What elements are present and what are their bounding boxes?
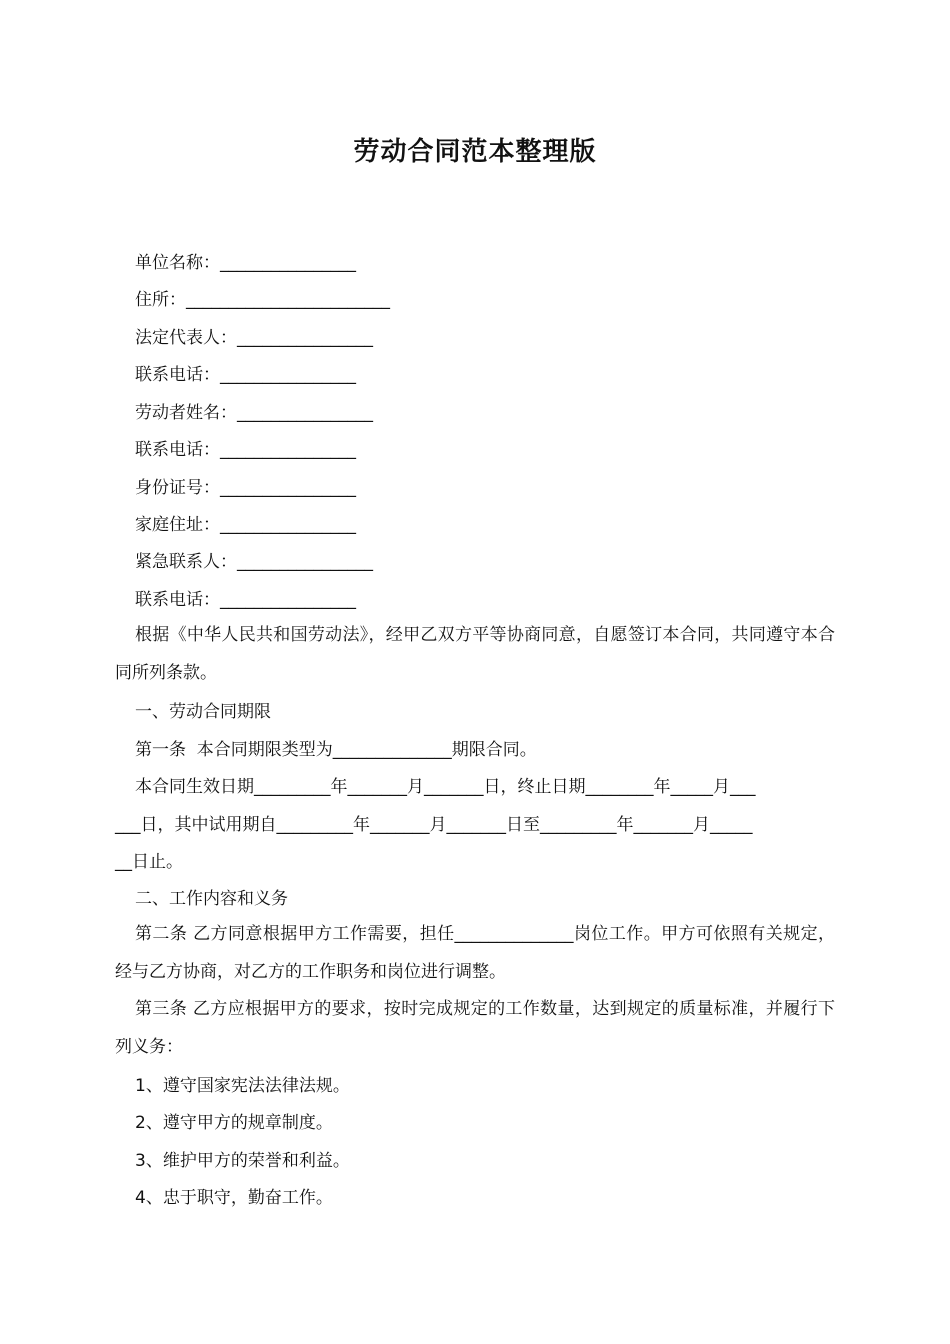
field-worker-name: 劳动者姓名：________________ bbox=[135, 403, 373, 423]
field-employer-phone: 联系电话：________________ bbox=[135, 365, 356, 385]
duty-item: 2、遵守甲方的规章制度。 bbox=[135, 1113, 333, 1133]
term-line-1: 本合同生效日期_________年_______月_______日，终止日期________年_____月___ bbox=[135, 777, 756, 797]
term-line-2: ___日，其中试用期自_________年_______月_______日至_________年_______月_____ bbox=[115, 815, 753, 835]
duty-item: 3、维护甲方的荣誉和利益。 bbox=[135, 1151, 350, 1171]
article-3: 第三条 乙方应根据甲方的要求，按时完成规定的工作数量，达到规定的质量标准，并履行下列义务： bbox=[115, 999, 835, 1057]
duty-item: 4、忠于职守，勤奋工作。 bbox=[135, 1188, 333, 1208]
field-emergency-contact: 紧急联系人：________________ bbox=[135, 552, 373, 572]
section-1-heading: 一、劳动合同期限 bbox=[135, 702, 271, 722]
intro-paragraph: 根据《中华人民共和国劳动法》，经甲乙双方平等协商同意，自愿签订本合同，共同遵守本合同所列条款。 bbox=[115, 625, 835, 683]
duty-item: 1、遵守国家宪法法律法规。 bbox=[135, 1076, 350, 1096]
article-2: 第二条 乙方同意根据甲方工作需要，担任______________岗位工作。甲方可依照有关规定，经与乙方协商，对乙方的工作职务和岗位进行调整。 bbox=[115, 924, 835, 982]
field-company-name: 单位名称：________________ bbox=[135, 253, 356, 273]
field-address: 住所：________________________ bbox=[135, 290, 390, 310]
field-worker-phone: 联系电话：________________ bbox=[135, 440, 356, 460]
field-legal-representative: 法定代表人：________________ bbox=[135, 328, 373, 348]
field-home-address: 家庭住址：________________ bbox=[135, 515, 356, 535]
article-1: 第一条 本合同期限类型为______________期限合同。 bbox=[135, 740, 537, 760]
field-emergency-phone: 联系电话：________________ bbox=[135, 590, 356, 610]
section-2-heading: 二、工作内容和义务 bbox=[135, 889, 288, 909]
document-title: 劳动合同范本整理版 bbox=[353, 137, 597, 167]
field-id-number: 身份证号：________________ bbox=[135, 478, 356, 498]
term-line-3: __日止。 bbox=[115, 852, 183, 872]
